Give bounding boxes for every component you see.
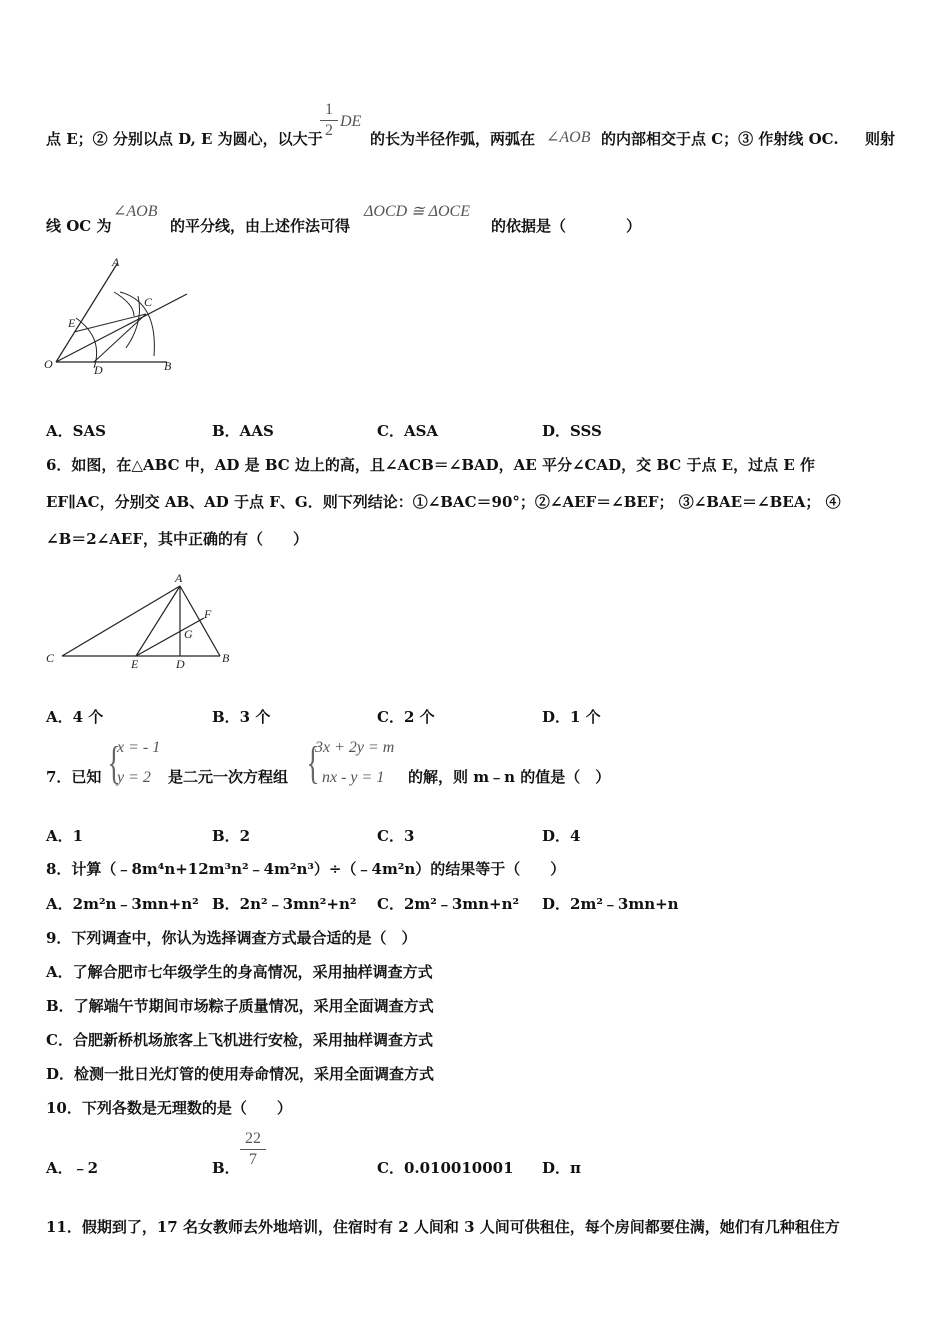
q9-option-c[interactable]: C．合肥新桥机场旅客上飞机进行安检，采用抽样调查方式: [46, 1031, 433, 1049]
q7-prefix: 7．已知: [46, 768, 102, 786]
segment-de: DE: [340, 113, 362, 130]
congruence-expression: ΔOCD ≅ ΔOCE: [364, 203, 470, 220]
q6-option-c[interactable]: C．2 个: [377, 708, 435, 726]
figure-label: E: [68, 316, 76, 330]
q6-stem-line1: 6．如图，在△ABC 中，AD 是 BC 边上的高，且∠ACB＝∠BAD，AE 平分∠CAD，交 BC 于点 E，过点 E 作: [46, 456, 815, 474]
q7-middle: 是二元一次方程组: [168, 768, 289, 786]
solution-y: y = 2: [117, 769, 151, 786]
figure-label: E: [131, 657, 139, 671]
figure-label: A: [175, 571, 183, 585]
left-brace: {: [306, 737, 320, 788]
figure-label: D: [176, 657, 185, 671]
q5-option-d[interactable]: D．SSS: [542, 422, 602, 440]
q5-line1-d: 则射: [865, 130, 896, 148]
figure-label: D: [94, 363, 103, 377]
q6-stem-line2: EF∥AC，分别交 AB、AD 于点 F、G．则下列结论：①∠BAC＝90°；②∠AEF＝∠BEF； ③∠BAE＝∠BEA； ④: [46, 493, 841, 511]
q5-option-c[interactable]: C．ASA: [377, 422, 439, 440]
q6-option-d[interactable]: D．1 个: [542, 708, 601, 726]
q5-line1-a: 点 E；② 分别以点 D, E 为圆心，以大于: [46, 130, 323, 148]
q9-option-d[interactable]: D．检测一批日光灯管的使用寿命情况，采用全面调查方式: [46, 1065, 435, 1083]
equation-1: 3x + 2y = m: [315, 739, 395, 756]
equation-2: nx - y = 1: [322, 769, 385, 786]
fraction-numerator: 22: [245, 1130, 261, 1147]
q5-line1-b: 的长为半径作弧，两弧在: [370, 130, 536, 148]
q7-suffix: 的解，则 m﹣n 的值是（ ）: [408, 768, 611, 786]
figure-label: O: [44, 357, 53, 371]
q10-option-b[interactable]: B．: [212, 1159, 240, 1177]
q6-option-b[interactable]: B．3 个: [212, 708, 271, 726]
q7-option-a[interactable]: A．1: [46, 827, 84, 845]
q6-option-a[interactable]: A．4 个: [46, 708, 104, 726]
figure-label: G: [184, 627, 193, 641]
figure-label: B: [222, 651, 230, 665]
triangle-figure: [40, 570, 240, 675]
q5-line2-a: 线 OC 为: [46, 217, 112, 235]
angle-bisector-figure: [40, 252, 195, 380]
figure-label: C: [46, 651, 55, 665]
q11-stem: 11．假期到了，17 名女教师去外地培训，住宿时有 2 人间和 3 人间可供租住，每个房间都要住满，她们有几种租住方: [46, 1218, 840, 1236]
figure-label: A: [112, 255, 120, 269]
solution-x: x = - 1: [117, 739, 161, 756]
fraction-denominator: 7: [249, 1151, 257, 1168]
half-fraction: [320, 101, 338, 140]
fraction-numerator: 1: [325, 101, 333, 118]
q10-stem: 10．下列各数是无理数的是（ ）: [46, 1099, 292, 1117]
q8-stem: 8．计算（﹣8m⁴n+12m³n²﹣4m²n³）÷（﹣4m²n）的结果等于（ ）: [46, 860, 566, 878]
q5-option-b[interactable]: B．AAS: [212, 422, 274, 440]
q8-option-a[interactable]: A．2m²n﹣3mn+n²: [46, 895, 199, 913]
q7-option-b[interactable]: B．2: [212, 827, 251, 845]
q9-option-a[interactable]: A．了解合肥市七年级学生的身高情况，采用抽样调查方式: [46, 963, 433, 981]
q7-option-c[interactable]: C．3: [377, 827, 415, 845]
q9-option-b[interactable]: B．了解端午节期间市场粽子质量情况，采用全面调查方式: [46, 997, 434, 1015]
angle-aob-math: ∠AOB: [546, 129, 591, 146]
figure-label: B: [164, 359, 172, 373]
q5-line1-c: 的内部相交于点 C；③ 作射线 OC.: [601, 130, 839, 148]
figure-label: C: [144, 295, 153, 309]
figure-label: F: [204, 607, 212, 621]
q10-option-a[interactable]: A．﹣2: [46, 1159, 99, 1177]
q7-option-d[interactable]: D．4: [542, 827, 581, 845]
left-brace: {: [107, 737, 121, 788]
q8-option-c[interactable]: C．2m²﹣3mn+n²: [377, 895, 520, 913]
fraction-denominator: 2: [325, 122, 333, 139]
angle-aob-math-2: ∠AOB: [113, 203, 158, 220]
q9-stem: 9．下列调查中，你认为选择调查方式最合适的是（ ）: [46, 929, 417, 947]
fraction-22-7: [240, 1130, 266, 1169]
q5-line2-b: 的平分线，由上述作法可得: [170, 217, 351, 235]
q8-option-d[interactable]: D．2m²﹣3mn+n: [542, 895, 679, 913]
q5-option-a[interactable]: A．SAS: [46, 422, 106, 440]
q10-option-c[interactable]: C．0.010010001: [377, 1159, 514, 1177]
q6-stem-line3: ∠B＝2∠AEF，其中正确的有（ ）: [46, 530, 308, 548]
q5-line2-c: 的依据是（ ）: [491, 217, 642, 235]
q8-option-b[interactable]: B．2n²﹣3mn²+n²: [212, 895, 357, 913]
q10-option-d[interactable]: D．π: [542, 1159, 581, 1177]
